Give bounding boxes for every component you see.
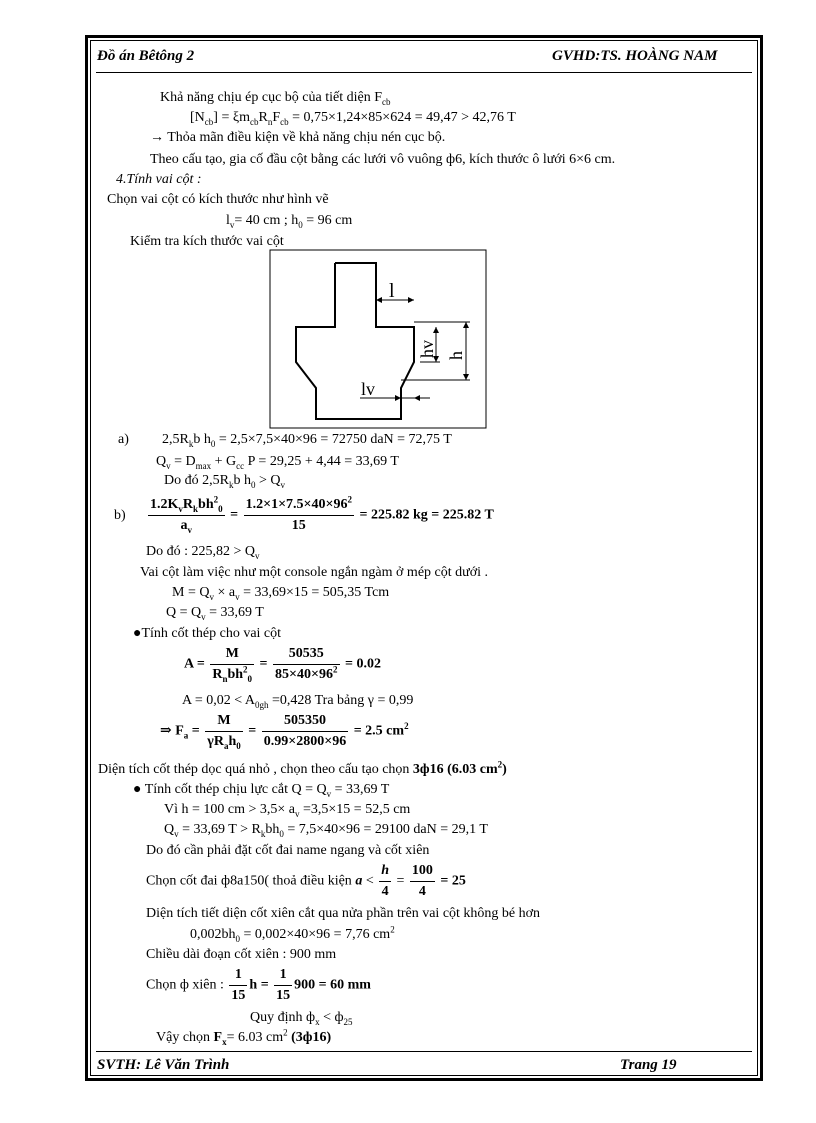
text-line: Chọn cốt đai ф8a150( thoả điều kiện a < $\frac{h}{4}$ = $\frac{100}{4}$ = 25 xyxy=(146,863,466,899)
dim-label-lv: lv xyxy=(361,379,376,399)
text-line: $Q = Q_v = 33,69$ T xyxy=(166,605,264,622)
dim-label-h: h xyxy=(446,351,466,360)
text-line: Diện tích tiết diện cốt xiên cắt qua nửa phần trên vai cột không bé hơn xyxy=(146,906,541,921)
formula-shear-check: $\frac{1.2K_vR_kbh^2_0}{a_v}$ = $\frac{1.2\times 1\times 7.5\times 40\times 96^2}{15}$ = 225.82 kg = 225.82 T xyxy=(150,494,494,535)
text-line: Chọn ф xiên : $\frac{1}{15}$ h = $\frac{1}{15}$ 900 = 60 mm xyxy=(146,967,371,1003)
footer-page-number: Trang 19 xyxy=(620,1057,677,1073)
formula-steel-area: ⇒ $F_a$ = $\frac{M}{\gamma R_ah_0}$ = $\frac{505350}{0.99\times 2800\times 96}$ = 2.5 $cm^2$ xyxy=(160,713,409,751)
header-title: Đồ án Bêtông 2 xyxy=(97,48,195,64)
item-label: a) xyxy=(118,432,129,447)
text-line: Do đó $2,5R_kb$ $h_0 > Q_v$ xyxy=(164,473,285,490)
text-line: $0,002bh_0 = 0,002\times 40\times 96 = 7,76$ $cm^2$ xyxy=(190,924,395,944)
dim-arrow xyxy=(463,322,469,328)
text-line: Vì h = 100 cm > $3,5\times a_v =3,5\times 15 = 52,5$ cm xyxy=(164,802,411,819)
dim-arrow xyxy=(433,327,439,333)
text-line: Quy định $ф_x < ф_{25}$ xyxy=(250,1010,353,1027)
text-line: Diện tích cốt thép dọc quá nhỏ , chọn theo cấu tạo chọn 3ф16 (6.03 $cm^2$) xyxy=(98,759,507,777)
dim-label-l: l xyxy=(389,280,395,302)
text-line: $Q_v = D_{max} + G_{cc}$ P = 29,25 + 4,44 = 33,69 T xyxy=(156,454,399,471)
text-line: Kiểm tra kích thước vai cột xyxy=(130,234,284,249)
text-line: $M = Q_v \times a_v = 33,69\times 15 = 505,35$ Tcm xyxy=(172,585,390,602)
text-line: Vậy chọn $F_x= 6.03$ $cm^2$ (3ф16) xyxy=(156,1027,332,1047)
text-line: ● Tính cốt thép chịu lực cắt $Q = Q_v = 33,69$ T xyxy=(133,782,390,799)
text-line: $l_v= 40$ cm ; $h_0 = 96$ cm xyxy=(226,213,353,230)
footer-rule xyxy=(96,1051,752,1052)
text-line: Theo cấu tạo, gia cố đầu cột bằng các lưới vô vuông ф6, kích thước ô lưới 6×6 cm. xyxy=(150,152,616,167)
header-advisor: GVHD:TS. HOÀNG NAM xyxy=(552,48,718,64)
section-heading: 4.Tính vai cột : xyxy=(116,172,202,187)
dim-arrow xyxy=(463,374,469,380)
text-line: Chiều dài đoạn cốt xiên : 900 mm xyxy=(146,947,337,962)
text-line: Do đó cần phải đặt cốt đai name ngang và cốt xiên xyxy=(146,843,430,858)
text-line: → Thỏa mãn điều kiện về khả năng chịu nén cục bộ. xyxy=(150,130,446,145)
text-line: $[N_{cb}] = \xi m_{cb}R_nF_{cb} = 0,75\times 1,24\times 85\times 624 = 49,47 > 42,76$ T xyxy=(190,110,516,127)
text-line: $A = 0,02 < A_{0gh} =0,428$ Tra bảng γ = 0,99 xyxy=(182,693,414,710)
text-line: Do đó : $225,82 > Q_v$ xyxy=(146,544,260,561)
dim-arrow xyxy=(414,395,420,401)
item-label: b) xyxy=(114,508,126,523)
text-line: ●Tính cốt thép cho vai cột xyxy=(133,626,282,641)
dim-label-hv: hv xyxy=(417,340,437,358)
text-line: Chọn vai cột có kích thước như hình vẽ xyxy=(107,192,329,207)
figure-border xyxy=(270,250,486,428)
text-line: Vai cột làm việc như một console ngắn ngàm ở mép cột dưới . xyxy=(140,565,489,580)
text-line: $Q_v = 33,69$ $T > R_kbh_0 = 7,5\times 40\times 96 = 29100$ daN = 29,1 T xyxy=(164,822,488,839)
footer-student: SVTH: Lê Văn Trình xyxy=(97,1057,230,1073)
text-line: Khả năng chịu ép cục bộ của tiết diện $F_{cb}$ xyxy=(160,90,391,107)
dim-arrow xyxy=(408,297,414,303)
text-line: $2,5R_kb$ $h_0 = 2,5\times 7,5\times 40\times 96 = 72750$ daN = 72,75 T xyxy=(162,432,452,449)
formula-a-coefficient: A = $\frac{M}{R_nbh^2_0}$ = $\frac{50535}{85\times 40\times 96^2}$ = 0.02 xyxy=(184,646,381,684)
corbel-outline xyxy=(296,263,414,419)
